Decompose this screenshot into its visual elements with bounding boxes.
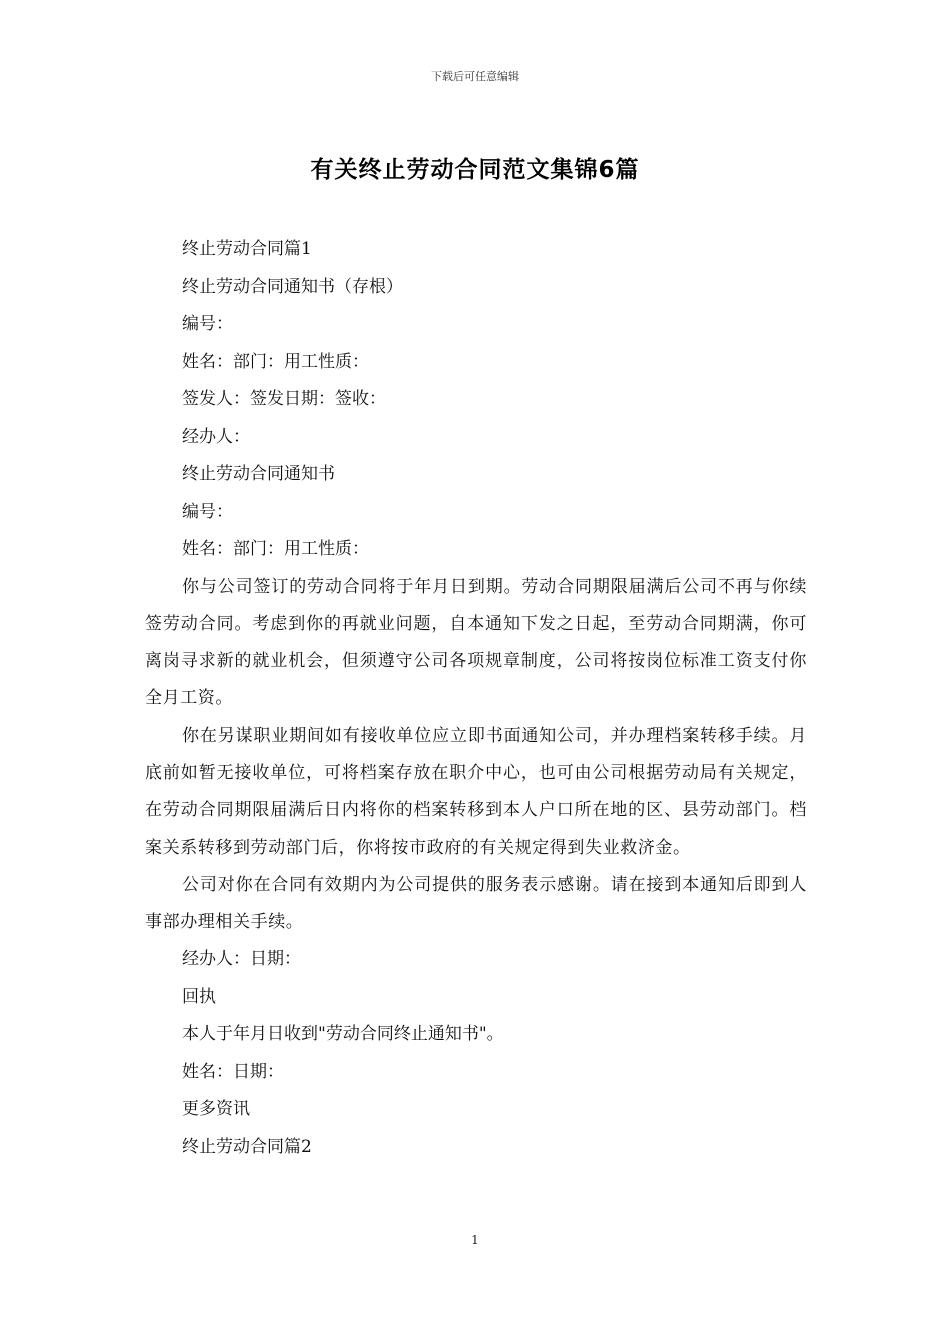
- document-body: [145, 231, 807, 1166]
- more-info-link: 更多资讯: [182, 1099, 250, 1120]
- stub-number-field: 编号：: [182, 314, 233, 334]
- stub-title: 终止劳动合同通知书（存根）: [182, 276, 403, 297]
- body-paragraph: 你在另谋职业期间如有接收单位应立即书面通知公司，并办理档案转移手续。月底前如暂无接收单位，可将档案存放在职介中心，也可由公司根据劳动局有关规定，在劳动合同期限届满后日内将你的档案转移到本人户口所在地的区、县劳动部门。档案关系转移到劳动部门后，你将按市政府的有关规定得到失业救济金。: [145, 725, 807, 858]
- receipt-title: 回执: [182, 986, 216, 1007]
- notice-title: 终止劳动合同通知书: [182, 464, 335, 484]
- body-paragraph: 公司对你在合同有效期内为公司提供的服务表示感谢。请在接到本通知后即到人事部办理相关手续。: [145, 874, 807, 933]
- section-heading: 终止劳动合同篇1: [182, 239, 312, 259]
- page-number: 1: [471, 1233, 479, 1247]
- handler-date-fields: 经办人：日期：: [182, 949, 301, 970]
- receipt-text: 本人于年月日收到"劳动合同终止通知书"。: [182, 1024, 504, 1045]
- notice-person-fields: 姓名：部门：用工性质：: [182, 539, 369, 559]
- name-date-fields: 姓名：日期：: [182, 1061, 284, 1082]
- section-heading: 终止劳动合同篇2: [182, 1136, 312, 1157]
- document-title: 有关终止劳动合同范文集锦6篇: [310, 157, 640, 183]
- notice-number-field: 编号：: [182, 501, 233, 522]
- body-paragraph: 你与公司签订的劳动合同将于年月日到期。劳动合同期限届满后公司不再与你续签劳动合同。考虑到你的再就业问题，自本通知下发之日起，至劳动合同期满，你可离岗寻求新的就业机会，但须遵守公司各项规章制度，公司将按岗位标准工资支付你全月工资。: [145, 576, 807, 709]
- stub-person-fields: 姓名：部门：用工性质：: [182, 351, 369, 372]
- stub-handler-field: 经办人：: [182, 426, 250, 447]
- stub-signer-fields: 签发人：签发日期：签收：: [182, 389, 386, 409]
- header-note: 下载后可任意编辑: [431, 70, 519, 83]
